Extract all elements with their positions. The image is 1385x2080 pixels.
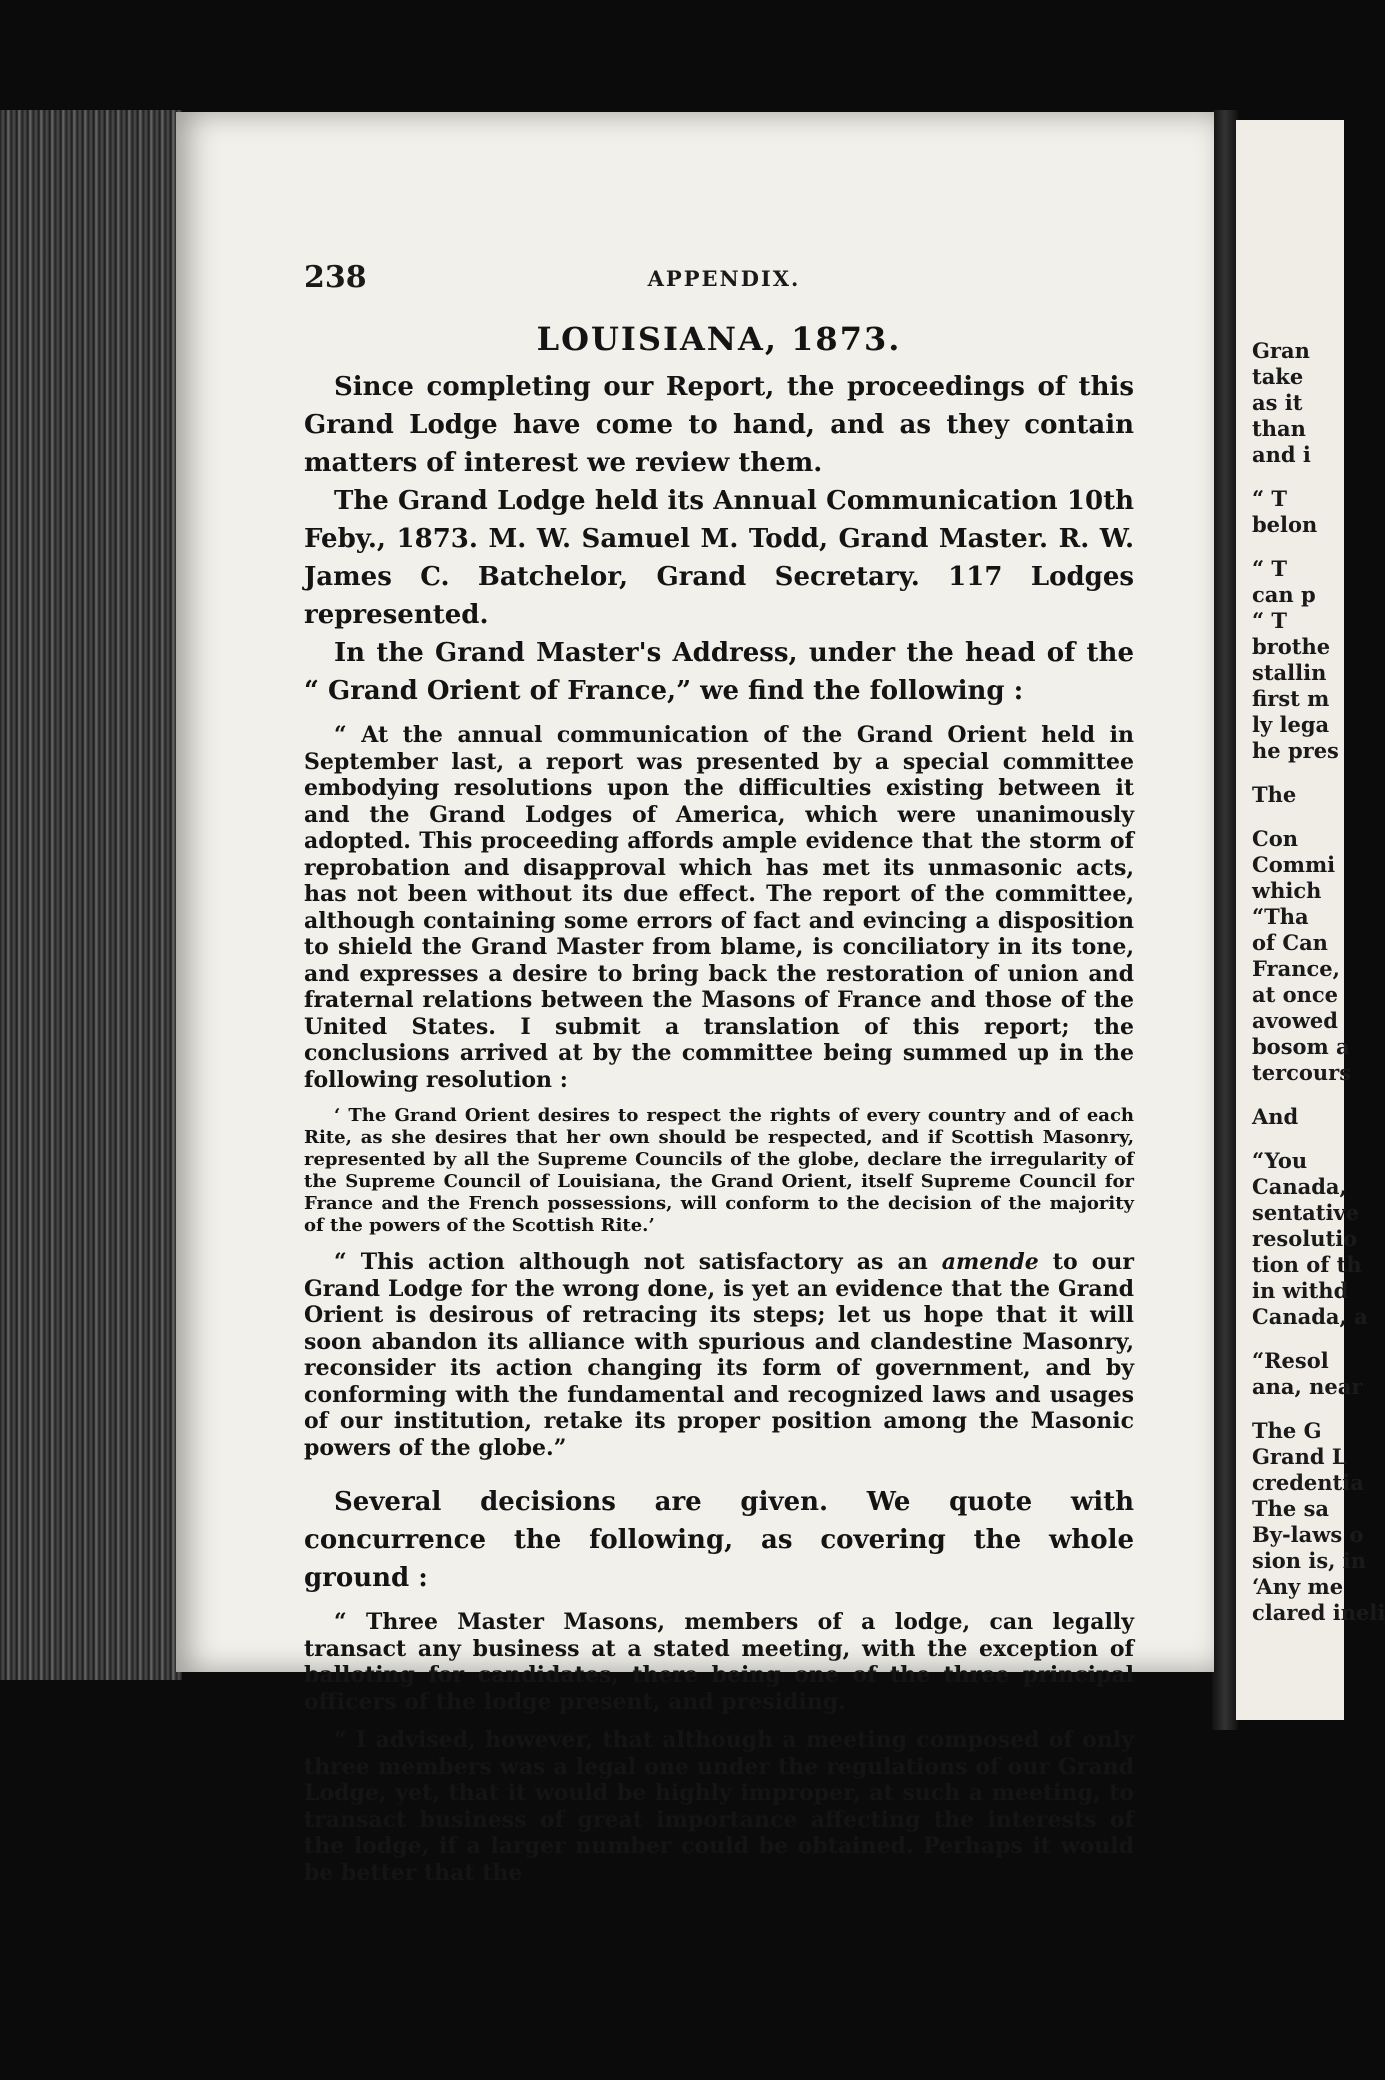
- facing-line: “Tha: [1252, 904, 1309, 929]
- facing-page-lines: [1252, 338, 1385, 1626]
- facing-line: France,: [1252, 956, 1340, 981]
- facing-line: [1252, 1086, 1352, 1104]
- paragraph-decisions: Several decisions are given. We quote with concurrence the following, as covering the whole ground :: [304, 1487, 1134, 1593]
- facing-line: of Can: [1252, 930, 1328, 955]
- facing-page: [1236, 120, 1385, 1720]
- facing-line: And: [1252, 1104, 1299, 1129]
- facing-line: Con: [1252, 826, 1298, 851]
- facing-line: Canada, a: [1252, 1304, 1368, 1329]
- facing-line: [1252, 808, 1352, 826]
- quote-amende-start: “ This action although not satisfactory as an: [334, 1249, 942, 1275]
- page-number: 238: [304, 260, 367, 295]
- facing-line: Grand L: [1252, 1444, 1347, 1469]
- book-gutter: [1212, 110, 1238, 1730]
- facing-line: [1252, 468, 1352, 486]
- facing-line: sentative: [1252, 1200, 1359, 1225]
- facing-line: as it: [1252, 390, 1303, 415]
- facing-line: brothe: [1252, 634, 1331, 659]
- facing-line: clared ineli: [1252, 1600, 1385, 1625]
- facing-line: belon: [1252, 512, 1318, 537]
- facing-line: By-laws o: [1252, 1522, 1364, 1547]
- facing-line: in withd: [1252, 1278, 1349, 1303]
- facing-line: ly lega: [1252, 712, 1330, 737]
- facing-line: credentia: [1252, 1470, 1364, 1495]
- facing-line: [1252, 1130, 1352, 1148]
- facing-line: tion of th: [1252, 1252, 1362, 1277]
- quote-amende-end: to our Grand Lodge for the wrong done, is yet an evidence that the Grand Orient is desirous of retracing its steps; let us hope that it will soon abandon its alliance with spurious and clandestine Masonry, reconsider its action changing its form of government, and by conforming with the fundamental and recognized laws and usages of our institution, retake its proper position among the Masonic powers of the globe.”: [304, 1249, 1134, 1461]
- paragraph-communication: The Grand Lodge held its Annual Communication 10th Feby., 1873. M. W. Samuel M. Todd, Grand Master. R. W. James C. Batchelor, Grand Secretary. 117 Lodges represented.: [304, 486, 1134, 630]
- facing-line: Gran: [1252, 338, 1310, 363]
- paragraph-intro: Since completing our Report, the proceedings of this Grand Lodge have come to hand, and as they contain matters of interest we review them.: [304, 372, 1134, 478]
- facing-line: sion is, in: [1252, 1548, 1367, 1573]
- left-page: [176, 112, 1214, 1886]
- facing-line: The: [1252, 782, 1297, 807]
- book-spine-edge: [0, 110, 182, 1680]
- facing-line: Commi: [1252, 852, 1336, 877]
- facing-line: [1252, 538, 1352, 556]
- facing-line: stallin: [1252, 660, 1327, 685]
- page-header: [304, 260, 1144, 300]
- quote-resolution: ‘ The Grand Orient desires to respect the rights of every country and of each Rite, as she desires that her own should be respected, and if Scottish Masonry, represented by all the Supreme Councils of the globe, declare the irregularity of the Supreme Council of Louisiana, the Grand Orient, itself Supreme Council for France and the French possessions, will conform to the decision of the majority of the powers of the Scottish Rite.’: [304, 1105, 1134, 1236]
- facing-line: avowed: [1252, 1008, 1338, 1033]
- paragraph-address: In the Grand Master's Address, under the head of the “ Grand Orient of France,” we find the following :: [304, 638, 1134, 706]
- running-head: APPENDIX.: [647, 266, 801, 291]
- facing-line: first m: [1252, 686, 1330, 711]
- facing-line: tercours: [1252, 1060, 1352, 1085]
- facing-line: at once: [1252, 982, 1339, 1007]
- facing-line: ana, near: [1252, 1374, 1363, 1399]
- quote-decision-two: “ I advised, however, that although a meeting composed of only three members was a legal one under the regulations of our Grand Lodge, yet, that it would be highly improper, at such a meeting, to transact business of great importance affecting the interests of the lodge, if a larger number could be obtained. Perhaps it would be better that the: [304, 1727, 1134, 1886]
- facing-line: bosom a: [1252, 1034, 1350, 1059]
- quote-decision-one: “ Three Master Masons, members of a lodge, can legally transact any business at a stated meeting, with the exception of balloting for candidates, there being one of the three principal officers of the lodge present, and presiding.: [304, 1609, 1134, 1715]
- article-body: [304, 320, 1134, 1886]
- facing-line: which: [1252, 878, 1322, 903]
- facing-line: “ T: [1252, 608, 1288, 633]
- facing-line: resolutio: [1252, 1226, 1358, 1251]
- section-gap: [304, 1461, 1134, 1483]
- facing-line: [1252, 764, 1352, 782]
- article-title: LOUISIANA, 1873.: [536, 320, 902, 358]
- facing-line: “ T: [1252, 556, 1288, 581]
- facing-line: The G: [1252, 1418, 1322, 1443]
- facing-line: The sa: [1252, 1496, 1329, 1521]
- quote-grand-orient: “ At the annual communication of the Grand Orient held in September last, a report was presented by a special committee embodying resolutions upon the difficulties existing between it and the Grand Lodges of America, which were unanimously adopted. This proceeding affords ample evidence that the storm of reprobation and disapproval which has met its unmasonic acts, has not been without its due effect. The report of the committee, although containing some errors of fact and evincing a disposition to shield the Grand Master from blame, is conciliatory in its tone, and expresses a desire to bring back the restoration of union and fraternal relations between the Masons of France and those of the United States. I submit a translation of this report; the conclusions arrived at by the committee being summed up in the following resolution :: [304, 722, 1134, 1093]
- quote-amende-emphasis: amende: [941, 1249, 1039, 1275]
- facing-line: [1252, 1330, 1352, 1348]
- quote-amende: [304, 1249, 1134, 1461]
- facing-line: ‘Any me: [1252, 1574, 1344, 1599]
- facing-line: “Resol: [1252, 1348, 1329, 1373]
- facing-line: [1252, 1400, 1352, 1418]
- facing-line: Canada,: [1252, 1174, 1347, 1199]
- facing-line: take: [1252, 364, 1304, 389]
- facing-line: than: [1252, 416, 1306, 441]
- facing-line: “You: [1252, 1148, 1308, 1173]
- facing-line: he pres: [1252, 738, 1339, 763]
- facing-line: and i: [1252, 442, 1311, 467]
- facing-line: “ T: [1252, 486, 1288, 511]
- facing-line: can p: [1252, 582, 1316, 607]
